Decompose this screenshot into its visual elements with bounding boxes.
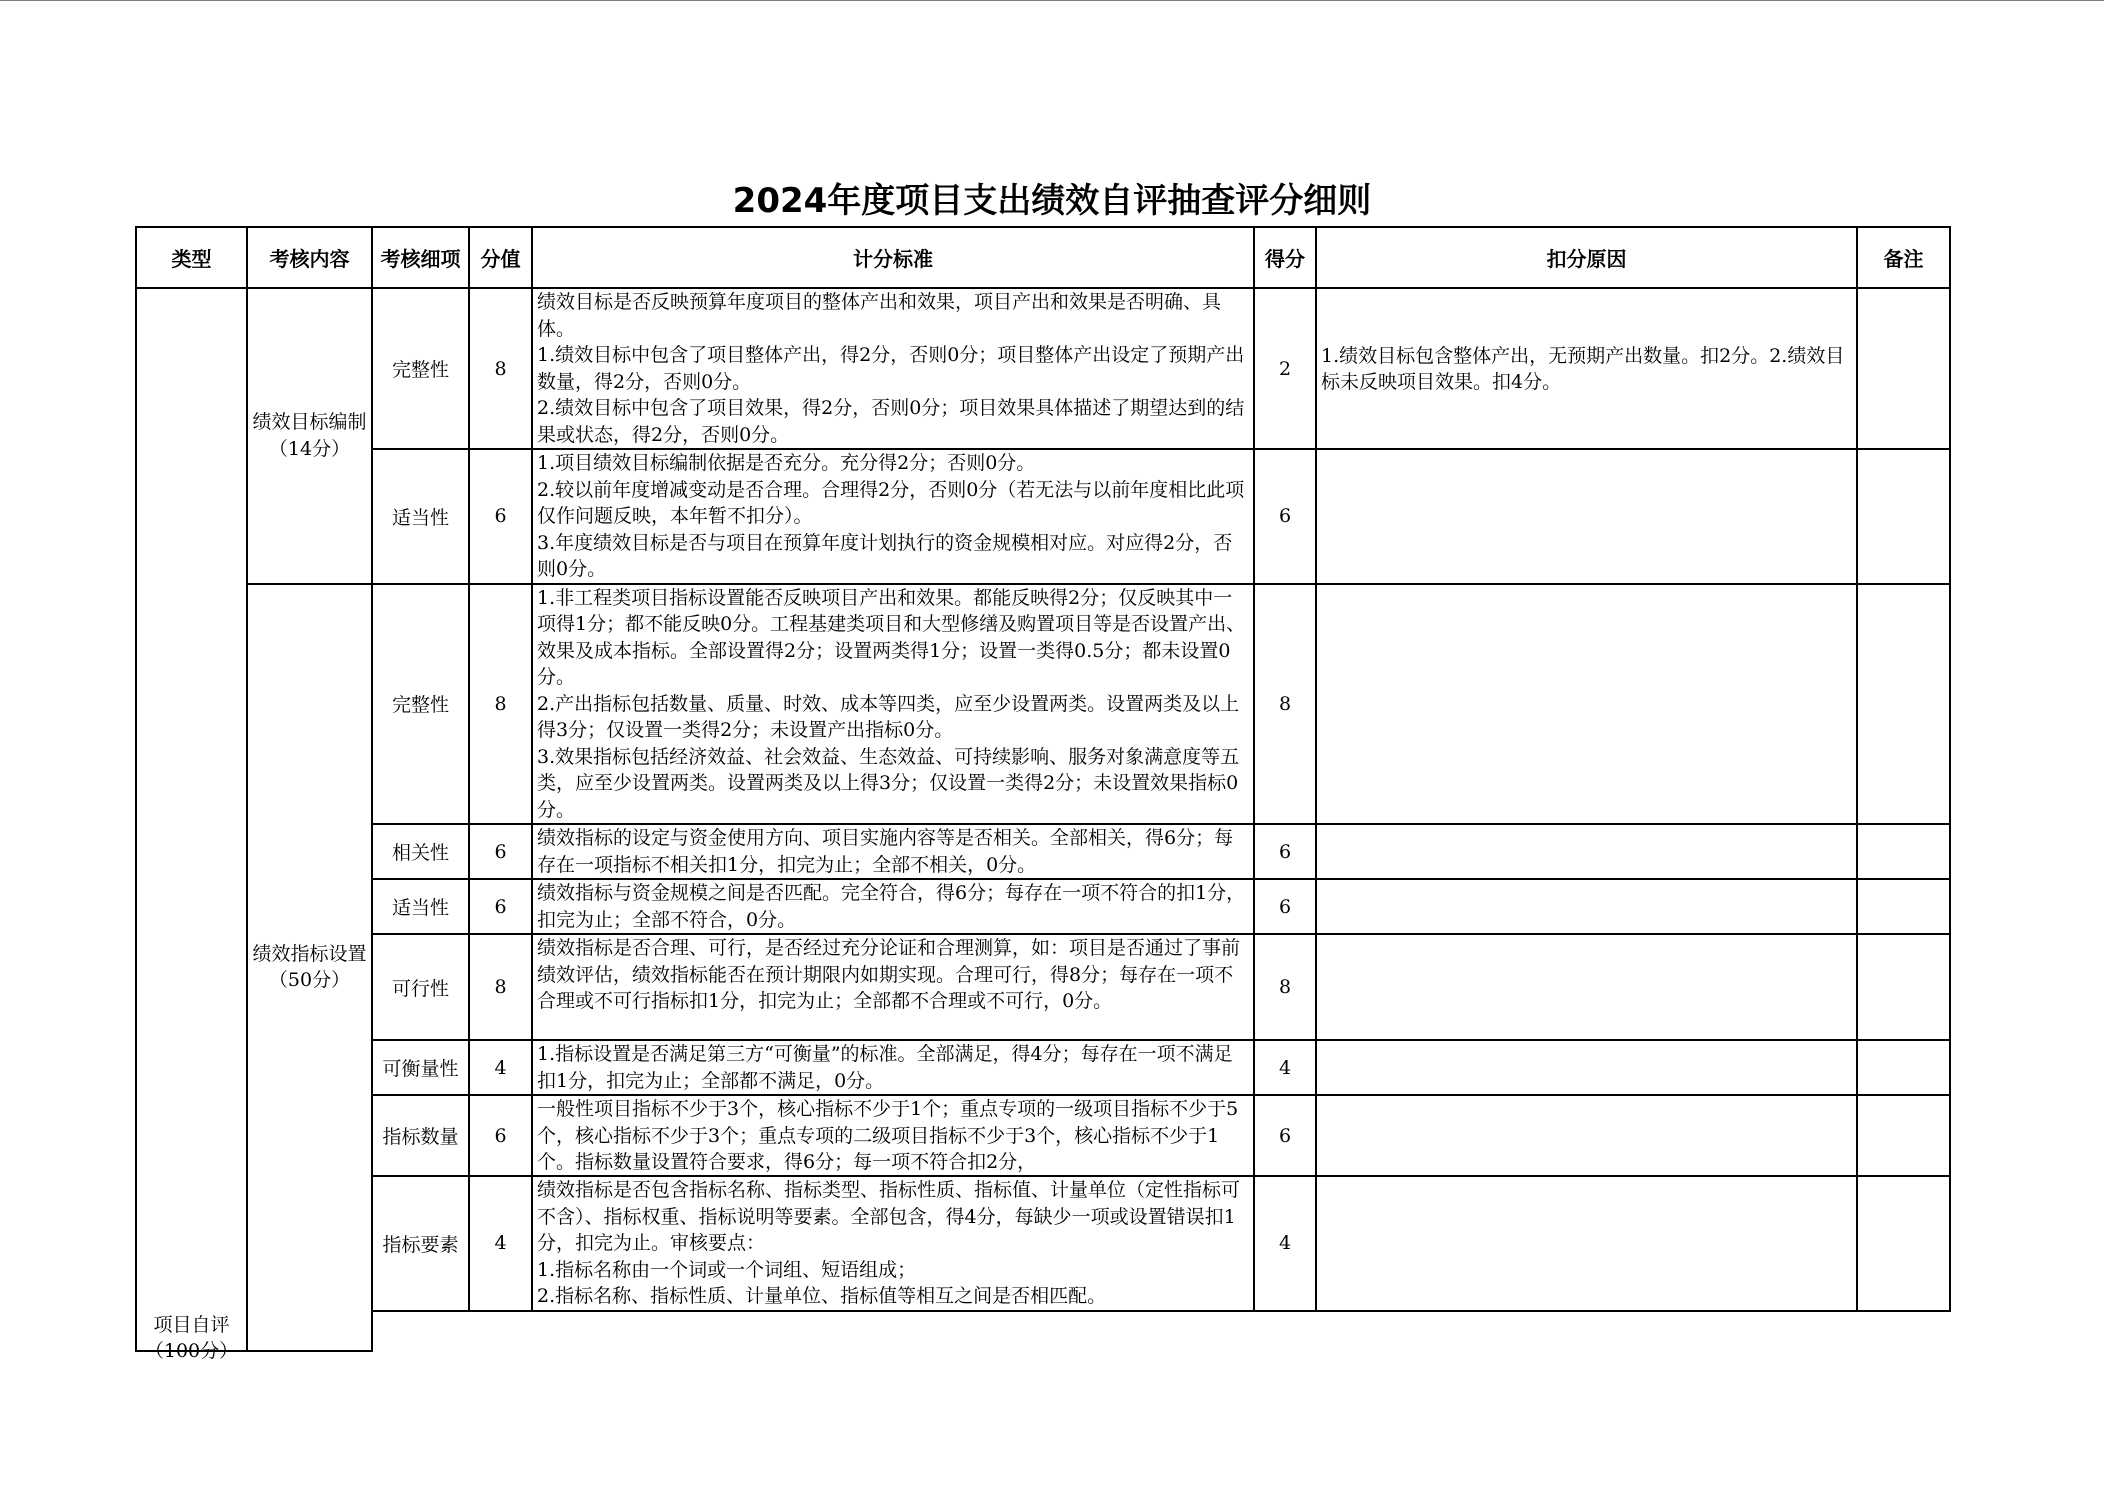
header-content: 考核内容 [247,227,372,288]
score-cell: 2 [1254,288,1316,449]
item-cell: 完整性 [372,584,469,825]
score-cell: 6 [1254,1095,1316,1176]
standard-text: 绩效指标是否合理、可行，是否经过充分论证和合理测算，如：项目是否通过了事前绩效评估，绩效指标能否在预计期限内如期实现。合理可行，得8分；每存在一项不合理或不可行指标扣1分，扣完为止；全部都不合理或不可行，0分。 [537,937,1241,1012]
continuation-cell [372,1311,1950,1351]
points-cell: 6 [469,879,532,934]
reason-cell [1316,879,1857,934]
score-cell: 4 [1254,1040,1316,1095]
note-cell [1857,1040,1950,1095]
group-name: 绩效目标编制（14分） [252,411,367,460]
header-note: 备注 [1857,227,1950,288]
standard-text: 绩效指标的设定与资金使用方向、项目实施内容等是否相关。全部相关，得6分；每存在一项指标不相关扣1分，扣完为止；全部不相关，0分。 [537,827,1234,876]
standard-cell [532,934,1254,1040]
content-cell-group-2 [247,584,372,1351]
standard-text: 绩效目标是否反映预算年度项目的整体产出和效果，项目产出和效果是否明确、具体。 1.绩效目标中包含了项目整体产出，得2分，否则0分；项目整体产出设定了预期产出数量，得2分，否则0分。 2.绩效目标中包含了项目效果，得2分，否则0分；项目效果具体描述了期望达到的结果或状态，得2分，否则0分。 [537,291,1245,446]
score-cell: 6 [1254,879,1316,934]
page-title: 2024年度项目支出绩效自评抽查评分细则 [732,181,1372,221]
item-cell: 指标要素 [372,1176,469,1311]
points-cell: 6 [469,1095,532,1176]
note-cell [1857,288,1950,449]
note-cell [1857,449,1950,584]
standard-text: 一般性项目指标不少于3个，核心指标不少于1个；重点专项的一级项目指标不少于5个，核心指标不少于3个；重点专项的二级项目指标不少于3个，核心指标不少于1个。指标数量设置符合要求，得6分；每一项不符合扣2分， [537,1098,1239,1173]
reason-cell [1316,1095,1857,1176]
standard-text: 绩效指标是否包含指标名称、指标类型、指标性质、指标值、计量单位（定性指标可不含）、指标权重、指标说明等要素。全部包含，得4分，每缺少一项或设置错误扣1分，扣完为止。审核要点： 1.指标名称由一个词或一个词组、短语组成； 2.指标名称、指标性质、计量单位、指标值等相互之间是否相匹配。 [537,1179,1241,1307]
table-row [136,1095,1950,1176]
reason-cell: 1.绩效目标包含整体产出，无预期产出数量。扣2分。2.绩效目标未反映项目效果。扣4分。 [1316,288,1857,449]
standard-cell [532,824,1254,879]
standard-text: 1.项目绩效目标编制依据是否充分。充分得2分；否则0分。 2.较以前年度增减变动是否合理。合理得2分，否则0分（若无法与以前年度相比此项仅作问题反映，本年暂不扣分）。 3.年度绩效目标是否与项目在预算年度计划执行的资金规模相对应。对应得2分，否则0分。 [537,452,1245,580]
header-standard: 计分标准 [532,227,1254,288]
header-points: 分值 [469,227,532,288]
standard-cell [532,879,1254,934]
table-row [136,824,1950,879]
standard-cell [532,1176,1254,1311]
group-name: 绩效指标设置（50分） [252,942,367,991]
table-viewport [135,226,1950,1362]
note-cell [1857,1176,1950,1311]
header-type: 类型 [136,227,247,288]
standard-text: 1.指标设置是否满足第三方“可衡量”的标准。全部满足，得4分；每存在一项不满足扣1分，扣完为止；全部都不满足，0分。 [537,1043,1233,1092]
standard-cell [532,584,1254,825]
table-row [136,1176,1950,1311]
table-row [136,1040,1950,1095]
standard-text: 1.非工程类项目指标设置能否反映项目产出和效果。都能反映得2分；仅反映其中一项得1分；都不能反映0分。工程基建类项目和大型修缮及购置项目等是否设置产出、效果及成本指标。全部设置得2分；设置两类得1分；设置一类得0.5分；都未设置0分。 2.产出指标包括数量、质量、时效、成本等四类，应至少设置两类。设置两类及以上得3分；仅设置一类得2分；未设置产出指标0分。 3.效果指标包括经济效益、社会效益、生态效益、可持续影响、服务对象满意度等五类，应至少设置两类。设置两类及以上得3分；仅设置一类得2分；未设置效果指标0分。 [537,586,1246,821]
header-item: 考核细项 [372,227,469,288]
page-top-border [0,0,2104,1]
table-row [136,934,1950,1040]
item-cell: 指标数量 [372,1095,469,1176]
reason-cell [1316,1040,1857,1095]
standard-cell [532,1095,1254,1176]
item-cell: 可衡量性 [372,1040,469,1095]
item-cell: 相关性 [372,824,469,879]
header-reason: 扣分原因 [1316,227,1857,288]
points-cell: 8 [469,288,532,449]
score-cell: 4 [1254,1176,1316,1311]
table-row-continuation [136,1311,1950,1351]
standard-text: 绩效指标与资金规模之间是否匹配。完全符合，得6分；每存在一项不符合的扣1分，扣完为止；全部不符合，0分。 [537,882,1246,931]
note-cell [1857,824,1950,879]
score-cell: 6 [1254,824,1316,879]
points-cell: 6 [469,824,532,879]
points-cell: 4 [469,1040,532,1095]
score-cell: 8 [1254,584,1316,825]
item-cell: 适当性 [372,449,469,584]
standard-cell [532,1040,1254,1095]
scoring-table [135,226,1950,1362]
points-cell: 8 [469,584,532,825]
reason-cell [1316,584,1857,825]
note-cell [1857,584,1950,825]
table-row [136,879,1950,934]
table-row [136,584,1950,825]
note-cell [1857,1095,1950,1176]
type-cell [136,288,247,1362]
header-row [136,227,1950,288]
reason-cell [1316,1176,1857,1311]
reason-cell [1316,934,1857,1040]
standard-cell [532,449,1254,584]
content-cell-group-1 [247,288,372,584]
type-label: 项目自评（100分） [144,1313,239,1362]
points-cell: 6 [469,449,532,584]
item-cell: 完整性 [372,288,469,449]
table-row [136,288,1950,449]
reason-cell [1316,824,1857,879]
note-cell [1857,934,1950,1040]
points-cell: 4 [469,1176,532,1311]
standard-cell [532,288,1254,449]
score-cell: 6 [1254,449,1316,584]
header-score: 得分 [1254,227,1316,288]
reason-cell [1316,449,1857,584]
points-cell: 8 [469,934,532,1040]
score-cell: 8 [1254,934,1316,1040]
table-row [136,449,1950,584]
note-cell [1857,879,1950,934]
item-cell: 适当性 [372,879,469,934]
item-cell: 可行性 [372,934,469,1040]
